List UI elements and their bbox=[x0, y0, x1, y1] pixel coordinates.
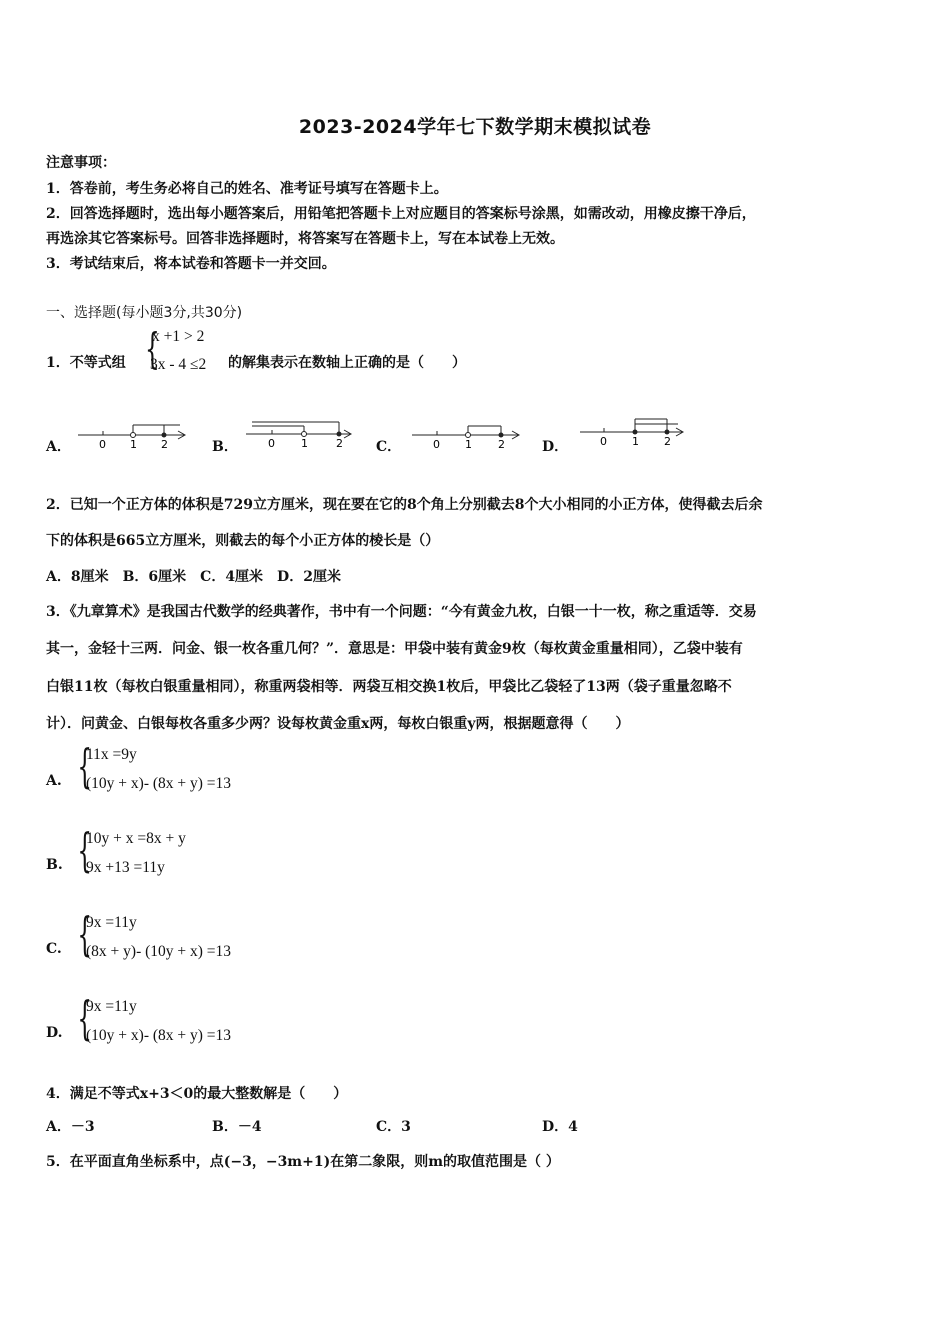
q3-option-label-d: D. bbox=[46, 1025, 63, 1041]
q3-option-a-line2[interactable]: (10y + x)- (8x + y) =13 bbox=[86, 775, 232, 792]
page-title: 2023-2024学年七下数学期末模拟试卷 bbox=[298, 116, 652, 138]
note-item: 1．答卷前，考生务必将自己的姓名、准考证号填写在答题卡上。 bbox=[46, 181, 448, 197]
q3-line4: 计）．问黄金、白银每枚各重多少两？设每枚黄金重x两，每枚白银重y两，根据题意得（ ） bbox=[46, 716, 630, 732]
q4-option-d[interactable]: D．4 bbox=[542, 1119, 578, 1135]
q1-option-label-c: C． bbox=[376, 439, 402, 455]
numberline-c bbox=[410, 418, 525, 454]
q3-line1: 3．《九章算术》是我国古代数学的经典著作，书中有一个问题：“今有黄金九枚，白银一十一枚，称之重适等．交易 bbox=[46, 604, 757, 620]
q1-system-line1: x +1 > 2 bbox=[152, 328, 205, 345]
q1-prefix: 1．不等式组 bbox=[46, 355, 126, 371]
tick-label: 1 bbox=[130, 438, 137, 451]
q1-option-b-numberline[interactable] bbox=[244, 416, 356, 454]
tick-label: 0 bbox=[600, 435, 607, 448]
tick-label: 2 bbox=[161, 438, 168, 451]
tick-label: 2 bbox=[664, 435, 671, 448]
q4-option-b[interactable]: B．－4 bbox=[212, 1119, 262, 1135]
q1-option-c-numberline[interactable] bbox=[410, 418, 525, 454]
q2-line1: 2．已知一个正方体的体积是729立方厘米，现在要在它的8个角上分别截去8个大小相同的小正方体，使得截去后余 bbox=[46, 497, 763, 513]
q1-system-line2: 3x - 4 ≤2 bbox=[150, 356, 207, 373]
tick-label: 2 bbox=[336, 437, 343, 450]
numberline-d bbox=[578, 412, 688, 448]
q3-option-b-line1[interactable]: 10y + x =8x + y bbox=[86, 830, 186, 847]
numberline-b bbox=[244, 416, 356, 454]
q2-options: A．8厘米 B．6厘米 C．4厘米 D．2厘米 bbox=[46, 569, 341, 585]
q3-option-d-brace: { bbox=[77, 991, 92, 1045]
q4-option-c[interactable]: C．3 bbox=[376, 1119, 411, 1135]
tick-label: 0 bbox=[433, 438, 440, 451]
tick-label: 0 bbox=[99, 438, 106, 451]
q3-option-c-line2[interactable]: (8x + y)- (10y + x) =13 bbox=[86, 943, 232, 960]
q3-option-label-a: A. bbox=[46, 773, 62, 789]
note-item: 再选涂其它答案标号。回答非选择题时，将答案写在答题卡上，写在本试卷上无效。 bbox=[46, 231, 564, 247]
q3-option-label-b: B. bbox=[46, 857, 63, 873]
q3-option-b-line2[interactable]: 9x +13 =11y bbox=[86, 859, 165, 876]
q1-option-label-b: B． bbox=[212, 439, 238, 455]
numberline-a bbox=[76, 418, 191, 454]
q3-option-c-line1[interactable]: 9x =11y bbox=[86, 914, 137, 931]
q1-option-d-numberline[interactable] bbox=[578, 412, 688, 448]
q3-line3: 白银11枚（每枚白银重量相同），称重两袋相等．两袋互相交换1枚后，甲袋比乙袋轻了13两（袋子重量忽略不 bbox=[46, 679, 732, 695]
q4-text: 4．满足不等式x+3＜0的最大整数解是（ ） bbox=[46, 1086, 348, 1102]
note-item: 2．回答选择题时，选出每小题答案后，用铅笔把答题卡上对应题目的答案标号涂黑，如需改动，用橡皮擦干净后， bbox=[46, 206, 756, 222]
q5-text: 5．在平面直角坐标系中，点(−3，−3m+1)在第二象限，则m的取值范围是（ ） bbox=[46, 1154, 560, 1170]
tick-label: 1 bbox=[465, 438, 472, 451]
q3-option-c-brace: { bbox=[77, 907, 92, 961]
section-heading: 一、选择题(每小题3分,共30分) bbox=[46, 305, 243, 321]
q1-option-label-d: D． bbox=[542, 439, 569, 455]
notes-heading: 注意事项： bbox=[46, 155, 116, 171]
tick-label: 1 bbox=[301, 437, 308, 450]
q3-option-d-line1[interactable]: 9x =11y bbox=[86, 998, 137, 1015]
q3-option-a-brace: { bbox=[77, 739, 92, 793]
q1-brace: { bbox=[145, 324, 160, 373]
tick-label: 0 bbox=[268, 437, 275, 450]
q3-option-b-brace: { bbox=[77, 823, 92, 877]
q1-option-a-numberline[interactable] bbox=[76, 418, 191, 454]
q3-line2: 其一，金轻十三两．问金、银一枚各重几何？”．意思是：甲袋中装有黄金9枚（每枚黄金重量相同），乙袋中装有 bbox=[46, 641, 743, 657]
q3-option-d-line2[interactable]: (10y + x)- (8x + y) =13 bbox=[86, 1027, 232, 1044]
note-item: 3．考试结束后，将本试卷和答题卡一并交回。 bbox=[46, 256, 336, 272]
q2-line2: 下的体积是665立方厘米，则截去的每个小正方体的棱长是（） bbox=[46, 533, 440, 549]
tick-label: 2 bbox=[498, 438, 505, 451]
q3-option-label-c: C. bbox=[46, 941, 62, 957]
q1-option-label-a: A． bbox=[46, 439, 71, 455]
q1-suffix: 的解集表示在数轴上正确的是（ ） bbox=[228, 355, 466, 371]
q3-option-a-line1[interactable]: 11x =9y bbox=[86, 746, 137, 763]
q4-option-a[interactable]: A．－3 bbox=[46, 1119, 95, 1135]
tick-label: 1 bbox=[632, 435, 639, 448]
